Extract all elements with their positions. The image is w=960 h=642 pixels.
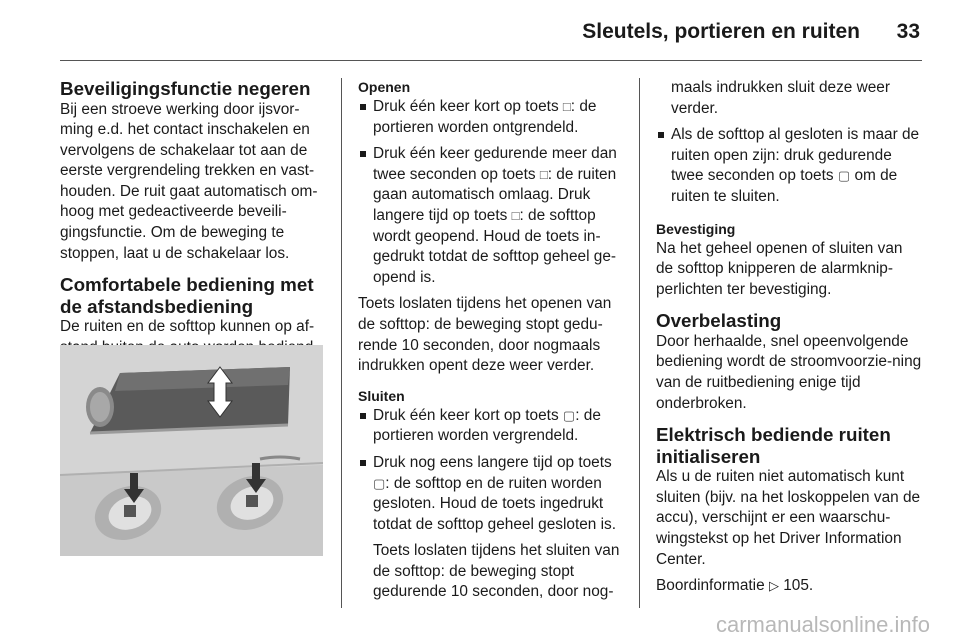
bullet-list bbox=[358, 97, 624, 288]
unlock-key-icon: □ bbox=[511, 207, 520, 223]
list-item: Druk één keer gedurende meer dan twee seconden op toets □: de ruiten gaan automatisch omlaag. Druk langere tijd op toets □: de softtop wordt geopend. Houd de toets in-gedrukt totdat de softtop geheel ge-opend is. bbox=[358, 144, 624, 288]
paragraph: Toets loslaten tijdens het sluiten van de softtop: de beweging stopt gedurende 10 seconden, door nog- bbox=[373, 542, 620, 601]
subheading-openen: Openen bbox=[358, 79, 411, 95]
section-heading: Beveiligingsfunctie negeren bbox=[60, 78, 311, 99]
unlock-key-icon: □ bbox=[539, 166, 548, 182]
paragraph: maals indrukken sluit deze weer verder. bbox=[671, 79, 890, 117]
car-remote-illustration bbox=[60, 345, 323, 556]
lock-key-icon: ▢ bbox=[562, 407, 576, 423]
paragraph: Als u de ruiten niet automatisch kunt sluiten (bijv. na het loskoppelen van de accu), verschijnt er een waarschu-wingstekst op het Driver Information Center. bbox=[656, 468, 921, 568]
section-heading: Overbelasting bbox=[656, 310, 782, 332]
paragraph: Door herhaalde, snel opeenvolgende bediening wordt de stroomvoorzie-ning van de ruitbediening enige tijd onderbroken. bbox=[656, 332, 922, 412]
column-3 bbox=[656, 78, 922, 597]
watermark: carmanualsonline.info bbox=[715, 612, 930, 637]
subheading-sluiten: Sluiten bbox=[358, 387, 405, 404]
cross-reference: Boordinformatie ▷ 105. bbox=[656, 577, 814, 595]
paragraph: De ruiten en de softtop kunnen op af- bbox=[60, 318, 315, 336]
list-item: Druk nog eens langere tijd op toets ▢: de softtop en de ruiten worden gesloten. Houd de toets ingedrukt totdat de softtop geheel gesloten is. bbox=[358, 453, 624, 535]
page-title: Sleutels, portieren en ruiten bbox=[582, 20, 860, 43]
column-2 bbox=[358, 78, 624, 603]
lock-key-icon: ▢ bbox=[373, 475, 386, 491]
page-ref-arrow-icon: ▷ bbox=[768, 578, 779, 594]
paragraph: Na het geheel openen of sluiten van de softtop knipperen de alarmknip-perlichten ter bevestiging. bbox=[656, 239, 903, 298]
list-item: Druk één keer kort op toets □: de portieren worden ontgrendeld. bbox=[358, 97, 624, 138]
bullet-list bbox=[656, 125, 922, 207]
section-heading: Elektrisch bediende ruiten initialiseren bbox=[656, 424, 891, 467]
list-item: Als de softtop al gesloten is maar de ruiten open zijn: druk gedurende twee seconden op toets ▢ om de ruiten te sluiten. bbox=[656, 125, 922, 207]
section-heading: Comfortabele bediening met de afstandsbediening bbox=[60, 274, 314, 317]
page-number: 33 bbox=[896, 20, 920, 43]
bullet-list bbox=[358, 406, 624, 536]
subheading-bevestiging: Bevestiging bbox=[656, 220, 736, 237]
header-divider bbox=[60, 60, 922, 61]
column-1 bbox=[60, 78, 328, 358]
paragraph: Bij een stroeve werking door ijsvor-ming e.d. het contact inschakelen en vervolgens de schakelaar tot aan de eerste vergrendeling trekken en vast-houden. De ruit gaat automatisch om-hoog met gedeactiveerde beveili-gingsfunctie. Om de beweging te stoppen, laat u de schakelaar los. bbox=[60, 100, 318, 262]
list-item: Druk één keer kort op toets ▢: de portieren worden vergrendeld. bbox=[358, 406, 624, 447]
column-divider-2 bbox=[639, 78, 640, 608]
unlock-key-icon: □ bbox=[562, 99, 571, 114]
column-divider-1 bbox=[341, 78, 342, 608]
paragraph: Toets loslaten tijdens het openen van de softtop: de beweging stopt gedu-rende 10 seconden, door nogmaals indrukken opent deze weer verder. bbox=[358, 295, 612, 375]
lock-key-icon: ▢ bbox=[837, 168, 851, 184]
